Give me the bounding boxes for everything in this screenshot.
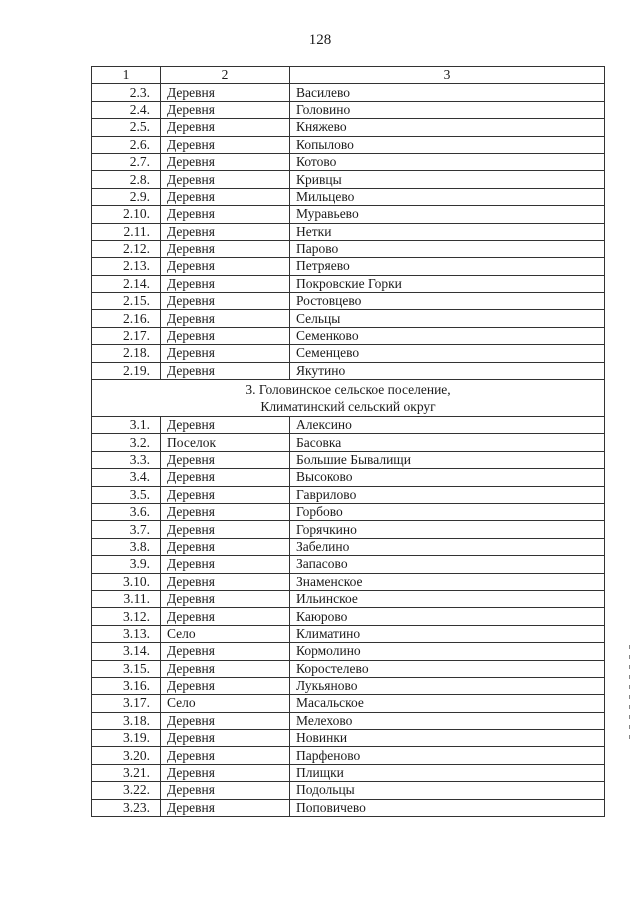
table-row [92, 434, 605, 451]
settlement-name: Плищки [290, 764, 605, 781]
row-number: 2.16. [92, 310, 161, 327]
settlement-name: Семенково [290, 327, 605, 344]
row-number: 2.15. [92, 293, 161, 310]
table-row [92, 590, 605, 607]
table-row [92, 677, 605, 694]
settlement-name: Горячкино [290, 521, 605, 538]
settlement-name: Княжево [290, 119, 605, 136]
settlement-type: Деревня [161, 345, 290, 362]
settlement-type: Деревня [161, 136, 290, 153]
row-number: 3.18. [92, 712, 161, 729]
row-number: 3.21. [92, 764, 161, 781]
settlement-type: Деревня [161, 730, 290, 747]
table-row [92, 764, 605, 781]
settlement-name: Семенцево [290, 345, 605, 362]
table-row [92, 101, 605, 118]
row-number: 3.2. [92, 434, 161, 451]
table-row [92, 327, 605, 344]
settlement-name: Знаменское [290, 573, 605, 590]
settlement-type: Деревня [161, 84, 290, 101]
row-number: 2.8. [92, 171, 161, 188]
settlement-name: Новинки [290, 730, 605, 747]
table-row [92, 712, 605, 729]
settlement-type: Село [161, 625, 290, 642]
settlement-type: Деревня [161, 608, 290, 625]
table-row [92, 556, 605, 573]
settlement-type: Деревня [161, 223, 290, 240]
settlement-type: Деревня [161, 643, 290, 660]
settlement-type: Деревня [161, 782, 290, 799]
settlement-type: Деревня [161, 660, 290, 677]
table-row [92, 608, 605, 625]
row-number: 2.7. [92, 153, 161, 170]
row-number: 2.6. [92, 136, 161, 153]
table-row [92, 486, 605, 503]
settlement-name: Коростелево [290, 660, 605, 677]
row-number: 3.1. [92, 417, 161, 434]
section-title-line: 3. Головинское сельское поселение, [245, 382, 451, 398]
section-heading [92, 380, 605, 417]
row-number: 2.11. [92, 223, 161, 240]
settlement-type: Деревня [161, 362, 290, 379]
table-row [92, 695, 605, 712]
settlement-name: Басовка [290, 434, 605, 451]
settlement-type: Деревня [161, 188, 290, 205]
settlement-name: Сельцы [290, 310, 605, 327]
row-number: 3.11. [92, 590, 161, 607]
settlement-type: Деревня [161, 153, 290, 170]
table-row [92, 362, 605, 379]
row-number: 3.5. [92, 486, 161, 503]
settlement-name: Петряево [290, 258, 605, 275]
settlement-name: Кормолино [290, 643, 605, 660]
table-row [92, 258, 605, 275]
row-number: 3.13. [92, 625, 161, 642]
settlement-name: Муравьево [290, 206, 605, 223]
table-row [92, 293, 605, 310]
settlement-name: Парфеново [290, 747, 605, 764]
table-row [92, 782, 605, 799]
header-cell-number: 1 [92, 67, 161, 84]
table-row [92, 153, 605, 170]
settlement-type: Деревня [161, 451, 290, 468]
settlement-name: Ростовцево [290, 293, 605, 310]
settlement-name: Котово [290, 153, 605, 170]
settlement-type: Деревня [161, 119, 290, 136]
row-number: 2.4. [92, 101, 161, 118]
settlement-name: Горбово [290, 503, 605, 520]
settlement-type: Деревня [161, 293, 290, 310]
settlement-name: Нетки [290, 223, 605, 240]
table-row [92, 451, 605, 468]
table-row [92, 136, 605, 153]
table-row [92, 345, 605, 362]
settlement-name: Большие Бывалищи [290, 451, 605, 468]
settlement-name: Мильцево [290, 188, 605, 205]
table-row [92, 188, 605, 205]
settlement-type: Деревня [161, 503, 290, 520]
settlement-name: Подольцы [290, 782, 605, 799]
settlement-type: Деревня [161, 747, 290, 764]
settlement-type: Деревня [161, 556, 290, 573]
settlement-type: Деревня [161, 275, 290, 292]
table-row [92, 730, 605, 747]
row-number: 3.15. [92, 660, 161, 677]
settlement-name: Копылово [290, 136, 605, 153]
row-number: 3.6. [92, 503, 161, 520]
table-row [92, 240, 605, 257]
settlement-type: Деревня [161, 101, 290, 118]
settlement-type: Деревня [161, 712, 290, 729]
settlement-type: Деревня [161, 573, 290, 590]
settlement-type: Деревня [161, 799, 290, 816]
settlement-type: Деревня [161, 677, 290, 694]
section-heading-row [92, 380, 605, 417]
settlement-name: Парово [290, 240, 605, 257]
table-header-row [92, 67, 605, 84]
row-number: 2.3. [92, 84, 161, 101]
settlement-type: Деревня [161, 310, 290, 327]
settlement-type: Деревня [161, 206, 290, 223]
settlement-name: Якутино [290, 362, 605, 379]
table-row [92, 223, 605, 240]
table-row [92, 417, 605, 434]
table-row [92, 521, 605, 538]
table-row [92, 206, 605, 223]
row-number: 2.17. [92, 327, 161, 344]
row-number: 3.3. [92, 451, 161, 468]
table-row [92, 503, 605, 520]
settlement-name: Василево [290, 84, 605, 101]
settlement-type: Поселок [161, 434, 290, 451]
settlement-name: Покровские Горки [290, 275, 605, 292]
settlement-type: Деревня [161, 590, 290, 607]
settlement-type: Деревня [161, 171, 290, 188]
row-number: 3.12. [92, 608, 161, 625]
table-row [92, 469, 605, 486]
scan-edge-marks [627, 645, 633, 795]
settlement-name: Высоково [290, 469, 605, 486]
row-number: 2.18. [92, 345, 161, 362]
settlement-name: Климатино [290, 625, 605, 642]
table-row [92, 171, 605, 188]
table-row [92, 119, 605, 136]
page-number: 128 [308, 32, 332, 48]
row-number: 3.8. [92, 538, 161, 555]
row-number: 2.12. [92, 240, 161, 257]
row-number: 3.4. [92, 469, 161, 486]
row-number: 3.17. [92, 695, 161, 712]
settlement-name: Забелино [290, 538, 605, 555]
row-number: 3.9. [92, 556, 161, 573]
section-title-line: Климатинский сельский округ [260, 399, 436, 415]
settlement-name: Ильинское [290, 590, 605, 607]
settlement-name: Лукьяново [290, 677, 605, 694]
settlement-type: Деревня [161, 521, 290, 538]
header-cell-name: 3 [290, 67, 605, 84]
settlements-table [91, 66, 605, 817]
row-number: 3.20. [92, 747, 161, 764]
row-number: 3.22. [92, 782, 161, 799]
settlement-name: Кривцы [290, 171, 605, 188]
settlement-type: Деревня [161, 417, 290, 434]
table-row [92, 643, 605, 660]
row-number: 3.14. [92, 643, 161, 660]
settlement-type: Деревня [161, 327, 290, 344]
settlement-name: Масальское [290, 695, 605, 712]
settlement-type: Деревня [161, 764, 290, 781]
table-row [92, 538, 605, 555]
settlement-type: Деревня [161, 469, 290, 486]
row-number: 2.10. [92, 206, 161, 223]
settlement-name: Запасово [290, 556, 605, 573]
row-number: 2.5. [92, 119, 161, 136]
settlement-name: Алексино [290, 417, 605, 434]
settlement-type: Деревня [161, 240, 290, 257]
row-number: 2.19. [92, 362, 161, 379]
row-number: 3.23. [92, 799, 161, 816]
header-cell-type: 2 [161, 67, 290, 84]
row-number: 3.16. [92, 677, 161, 694]
settlement-type: Деревня [161, 538, 290, 555]
settlement-name: Гаврилово [290, 486, 605, 503]
table-row [92, 275, 605, 292]
row-number: 2.14. [92, 275, 161, 292]
settlement-type: Деревня [161, 486, 290, 503]
table-row [92, 747, 605, 764]
row-number: 3.19. [92, 730, 161, 747]
table-row [92, 799, 605, 816]
row-number: 3.7. [92, 521, 161, 538]
settlement-type: Деревня [161, 258, 290, 275]
settlement-name: Каюрово [290, 608, 605, 625]
table-row [92, 660, 605, 677]
row-number: 2.13. [92, 258, 161, 275]
table-row [92, 625, 605, 642]
settlement-name: Головино [290, 101, 605, 118]
table-row [92, 84, 605, 101]
settlement-type: Село [161, 695, 290, 712]
settlement-name: Поповичево [290, 799, 605, 816]
row-number: 2.9. [92, 188, 161, 205]
table-row [92, 310, 605, 327]
settlement-name: Мелехово [290, 712, 605, 729]
row-number: 3.10. [92, 573, 161, 590]
table-row [92, 573, 605, 590]
